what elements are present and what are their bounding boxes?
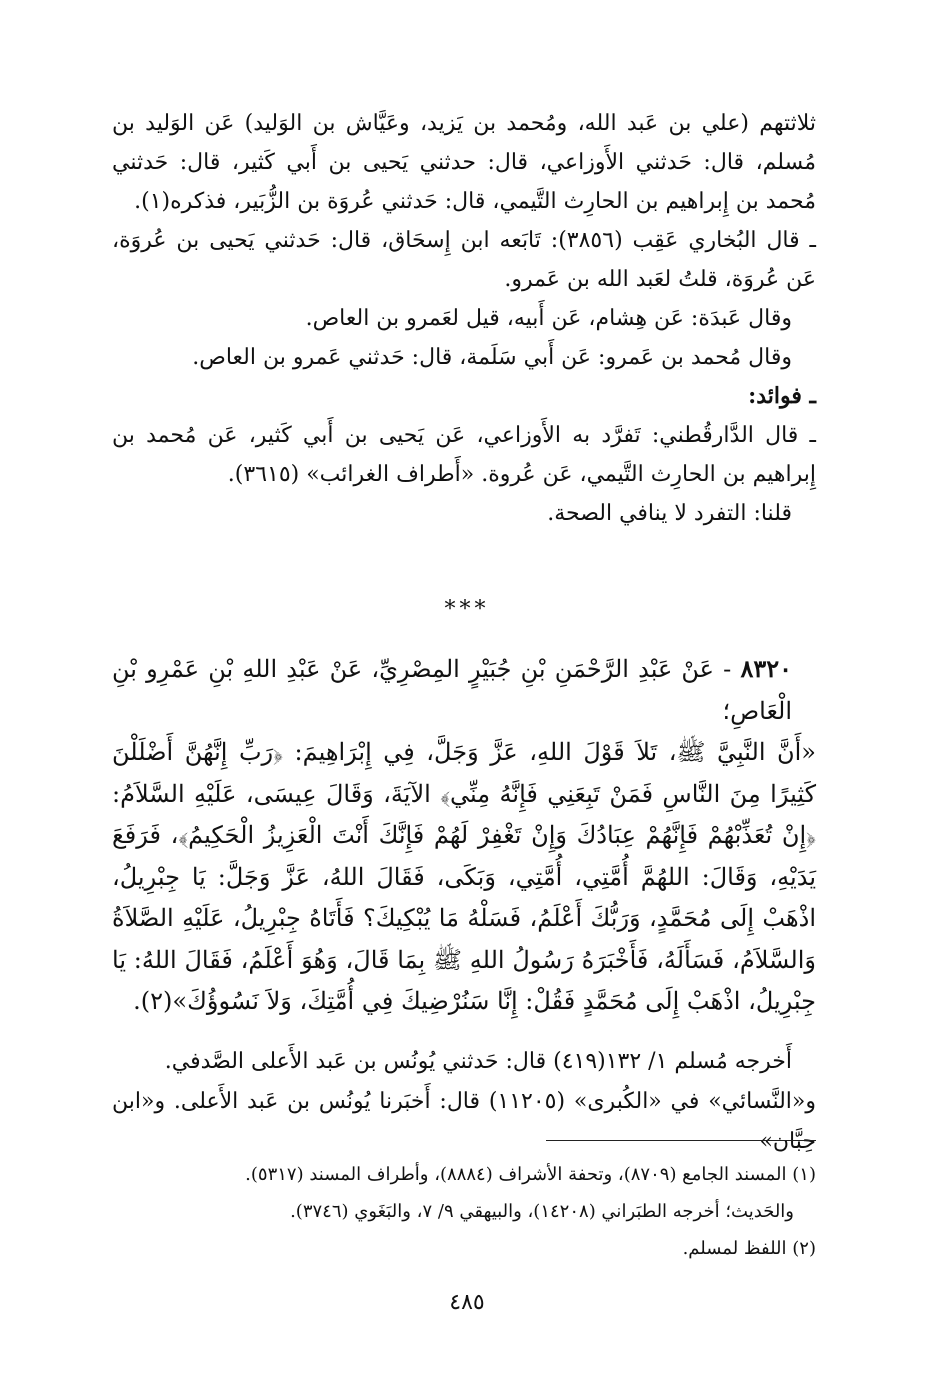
footnote: (١) المسند الجامع (٨٧٠٩)، وتحفة الأشراف (٨٨٨٤)، وأطراف المسند (٥٣١٧). xyxy=(245,1164,816,1185)
footnote: (٢) اللفظ لمسلم. xyxy=(682,1238,816,1259)
paragraph: ـ قال الدَّارقُطني: تَفرَّد به الأَوزاعي، عَن يَحيى بن أَبي كَثير، عَن مُحمد بن إِبراهيم بن الحارِث التَّيمي، عَن عُروة. «أَطراف الغرائب» (٣٦١٥). xyxy=(112,423,816,487)
paragraph: ـ قال البُخاري عَقِب (٣٨٥٦): تَابَعه ابن إِسحَاق، قال: حَدثني يَحيى بن عُروَة، عَن عُروَة، قلتُ لعَبد الله بن عَمرو. xyxy=(112,228,816,292)
paragraph: قلنا: التفرد لا ينافي الصحة. xyxy=(547,501,792,526)
page-number: ٤٨٥ xyxy=(449,1290,485,1315)
section-separator: *** xyxy=(444,597,490,622)
section-heading: ـ فوائد: xyxy=(748,383,816,409)
hadith-isnad: عَنْ عَبْدِ الرَّحْمَنِ بْنِ جُبَيْرٍ المِصْرِيِّ، عَنْ عَبْدِ اللهِ بْنِ عَمْرِو بْنِ الْعَاصِ؛ xyxy=(112,655,792,725)
paragraph: وقال مُحمد بن عَمرو: عَن أَبي سَلَمة، قال: حَدثني عَمرو بن العاص. xyxy=(192,345,792,370)
footnotes xyxy=(112,1156,816,1267)
takhrij-line: أَخرجه مُسلم ١/ ١٣٢(٤١٩) قال: حَدثني يُونُس بن عَبد الأَعلى الصَّدفي. xyxy=(164,1049,792,1074)
hadith-dash: - xyxy=(714,655,732,683)
hadith-matn: «أَنَّ النَّبِيَّ ﷺ، تَلاَ قَوْلَ اللهِ، عَزَّ وَجَلَّ، فِي إِبْرَاهِيمَ: ﴿رَبِّ إِنَّهُنَّ أَضْلَلْنَ كَثِيرًا مِنَ النَّاسِ فَمَنْ تَبِعَنِي فَإِنَّهُ مِنِّي﴾ الآيَةَ، وَقَالَ عِيسَى، عَلَيْهِ السَّلاَمُ: ﴿إِنْ تُعَذِّبْهُمْ فَإِنَّهُمْ عِبَادُكَ وَإِنْ تَغْفِرْ لَهُمْ فَإِنَّكَ أَنْتَ الْعَزِيزُ الْحَكِيمُ﴾، فَرَفَعَ يَدَيْهِ، وَقَالَ: اللهُمَّ أُمَّتِي، أُمَّتِي، وَبَكَى، فَقَالَ اللهُ، عَزَّ وَجَلَّ: يَا جِبْرِيلُ، اذْهَبْ إِلَى مُحَمَّدٍ، وَرَبُّكَ أَعْلَمُ، فَسَلْهُ مَا يُبْكِيكَ؟ فَأَتَاهُ جِبْرِيلُ، عَلَيْهِ الصَّلاَةُ وَالسَّلاَمُ، فَسَأَلَهُ، فَأَخْبَرَهُ رَسُولُ اللهِ ﷺ بِمَا قَالَ، وَهُوَ أَعْلَمُ، فَقَالَ اللهُ: يَا جِبْرِيلُ، اذْهَبْ إِلَى مُحَمَّدٍ فَقُلْ: إِنَّا سَنُرْضِيكَ فِي أُمَّتِكَ، وَلاَ نَسُوؤُكَ»(٢). xyxy=(112,738,816,1015)
hadith-number: ٨٣٢٠ xyxy=(740,654,792,683)
hadith-block xyxy=(112,648,816,1023)
main-text xyxy=(112,104,816,533)
footnote-divider xyxy=(546,1140,816,1141)
hadith-isnad-line xyxy=(112,648,816,732)
takhrij-block xyxy=(112,1042,816,1162)
takhrij-line: و«النَّسائي» في «الكُبرى» (١١٢٠٥) قال: أَخبَرنا يُونُس بن عَبد الأَعلى. و«ابن حِبَّان» xyxy=(112,1089,816,1154)
paragraph: ثلاثتهم (علي بن عَبد الله، ومُحمد بن يَزيد، وعَيَّاش بن الوَليد) عَن الوَليد بن مُسلم، قال: حَدثني الأَوزاعي، قال: حدثني يَحيى بن أَبي كَثير، قال: حَدثني مُحمد بن إِبراهيم بن الحارِث التَّيمي، قال: حَدثني عُروَة بن الزُّبَير، فذكره(١). xyxy=(112,111,816,214)
footnote: والحَديث؛ أخرجه الطبَراني (١٤٢٠٨)، والبيهقي ٩/ ٧، والبَغَوي (٣٧٤٦). xyxy=(290,1201,794,1222)
paragraph: وقال عَبدَة: عَن هِشام، عَن أَبيه، قيل لعَمرو بن العاص. xyxy=(305,306,792,331)
